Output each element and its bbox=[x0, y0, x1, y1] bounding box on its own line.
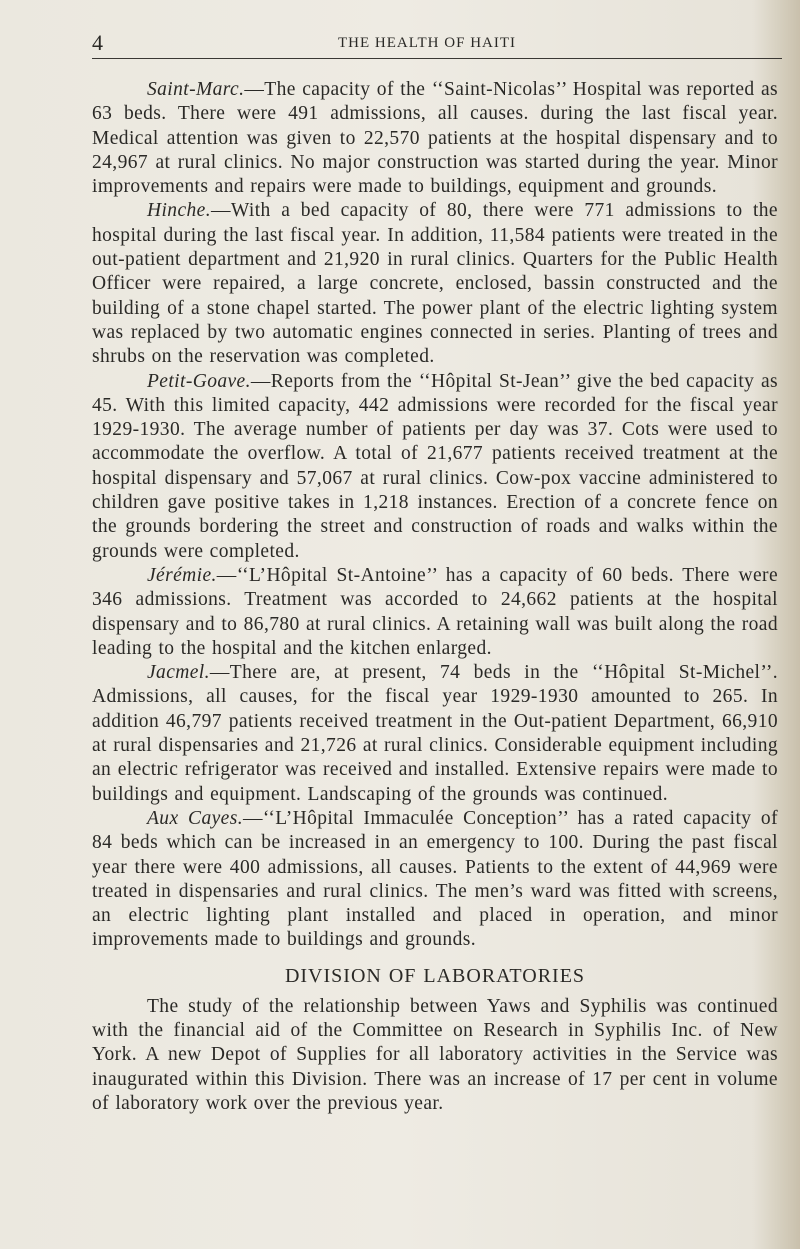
place-name: Jérémie. bbox=[147, 564, 217, 586]
paragraph-text: —Reports from the ‘‘Hôpital St-Jean’’ give the bed capacity as 45. With this limited capacity, 442 admissions were recorded for the fiscal year 1929-1930. The average number of patients per day was 37. Cots were used to accommodate the overflow. A total of 21,677 patients received treatment at the hospital dispensary and 57,067 at rural clinics. Cow-pox vaccine administered to children gave positive takes in 1,218 instances. Erection of a concrete fence on the grounds bordering the street and construction of roads and walks within the grounds were completed. bbox=[92, 370, 778, 562]
paragraph-laboratories: The study of the relationship between Yaws and Syphilis was continued with the financial aid of the Committee on Research in Syphilis Inc. of New York. A new Depot of Supplies for all laboratory activities in the Service was inaugurated within this Division. There was an increase of 17 per cent in volume of laboratory work over the previous year. bbox=[92, 995, 778, 1114]
paragraph-jeremie bbox=[92, 564, 778, 661]
paragraph-petit-goave bbox=[92, 370, 778, 564]
running-title: THE HEALTH OF HAITI bbox=[338, 35, 517, 51]
page-number: 4 bbox=[92, 30, 103, 55]
body-text bbox=[92, 78, 778, 1116]
paragraph-text: —The capacity of the ‘‘Saint-Nicolas’’ Hospital was reported as 63 beds. There were 491 admissions, all causes. during the last fiscal year. Medical attention was given to 22,570 patients at the hospital dispensary and to 24,967 at rural clinics. No major construction was started during the year. Minor improvements and repairs were made to buildings, equipment and grounds. bbox=[92, 79, 778, 198]
paragraph-text: —With a bed capacity of 80, there were 771 admissions to the hospital during the last fiscal year. In addition, 11,584 patients were treated in the out-patient department and 21,920 in rural clinics. Quarters for the Public Health Officer were repaired, a large concrete, enclosed, bassin constructed and the building of a stone chapel started. The power plant of the electric lighting system was replaced by two automatic engines connected in series. Planting of trees and shrubs on the reservation was completed. bbox=[92, 200, 778, 368]
place-name: Saint-Marc. bbox=[147, 79, 245, 100]
section-heading: DIVISION OF LABORATORIES bbox=[284, 964, 586, 987]
place-name: Hinche. bbox=[147, 200, 211, 222]
place-name: Petit-Goave. bbox=[147, 370, 251, 392]
paragraph-jacmel bbox=[92, 661, 778, 807]
paragraph-aux-cayes bbox=[92, 807, 778, 953]
place-name: Aux Cayes. bbox=[147, 807, 243, 829]
paragraph-hinche bbox=[92, 199, 778, 369]
paragraph-text: —‘‘L’Hôpital St-Antoine’’ has a capacity of 60 beds. There were 346 admissions. Treatment was accorded to 24,662 patients at the hospital dispensary and to 86,780 at rural clinics. A retaining wall was built along the road leading to the hospital and the kitchen enlarged. bbox=[92, 564, 778, 659]
paragraph-text: —There are, at present, 74 beds in the ‘‘Hôpital St-Michel’’. Admissions, all causes, for the fiscal year 1929-1930 amounted to 265. In addition 46,797 patients received treatment in the Out-patient Department, 66,910 at rural dispensaries and 21,726 at rural clinics. Considerable equipment including an electric refrigerator was received and installed. Extensive repairs were made to buildings and equipment. Landscaping of the grounds was continued. bbox=[92, 662, 778, 805]
page-header bbox=[92, 30, 782, 56]
header-rule bbox=[92, 58, 782, 59]
paragraph-saint-marc bbox=[92, 78, 778, 199]
paragraph-text: —‘‘L’Hôpital Immaculée Conception’’ has a rated capacity of 84 beds which can be increased in an emergency to 100. During the past fiscal year there were 400 admissions, all causes. Patients to the extent of 44,969 were treated in dispensaries and rural clinics. The men’s ward was fitted with screens, an electric lighting plant installed and placed in operation, and minor improvements made to buildings and grounds. bbox=[92, 807, 778, 951]
place-name: Jacmel. bbox=[147, 662, 210, 684]
